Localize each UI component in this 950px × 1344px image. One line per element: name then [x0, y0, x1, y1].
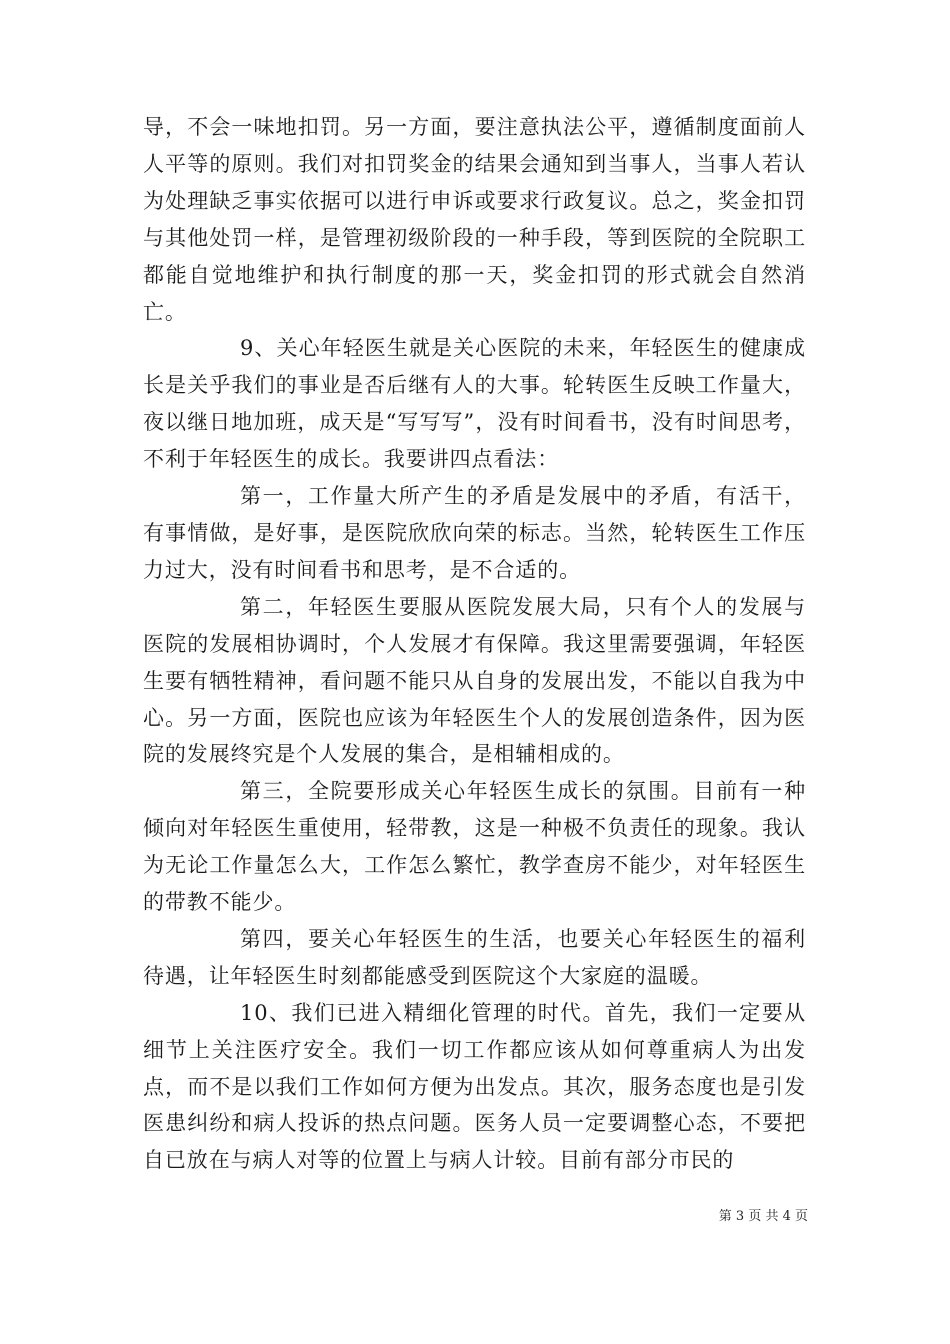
paragraph-item-10: 10、我们已进入精细化管理的时代。首先，我们一定要从细节上关注医疗安全。我们一切工作都应该从如何尊重病人为出发点，而不是以我们工作如何方便为出发点。其次，服务态度也是引发医患纠纷和病人投诉的热点问题。医务人员一定要调整心态，不要把自已放在与病人对等的位置上与病人计较。目前有部分市民的: [143, 1000, 806, 1173]
body-text: [143, 109, 806, 1179]
paragraph-point-3: 第三，全院要形成关心年轻医生成长的氛围。目前有一种倾向对年轻医生重使用，轻带教，这是一种极不负责任的现象。我认为无论工作量怎么大，工作怎么繁忙，教学查房不能少，对年轻医生的带教不能少。: [143, 779, 806, 915]
paragraph-item-9: 9、关心年轻医生就是关心医院的未来，年轻医生的健康成长是关乎我们的事业是否后继有人的大事。轮转医生反映工作量大，夜以继日地加班，成天是“写写写”，没有时间看书，没有时间思考，不利于年轻医生的成长。我要讲四点看法：: [143, 336, 806, 472]
paragraph-point-2: 第二，年轻医生要服从医院发展大局，只有个人的发展与医院的发展相协调时，个人发展才有保障。我这里需要强调，年轻医生要有牺牲精神，看问题不能只从自身的发展出发，不能以自我为中心。另一方面，医院也应该为年轻医生个人的发展创造条件，因为医院的发展终究是个人发展的集合，是相辅相成的。: [143, 594, 806, 767]
paragraph-continuation: 导，不会一味地扣罚。另一方面，要注意执法公平，遵循制度面前人人平等的原则。我们对扣罚奖金的结果会通知到当事人，当事人若认为处理缺乏事实依据可以进行申诉或要求行政复议。总之，奖金扣罚与其他处罚一样，是管理初级阶段的一种手段，等到医院的全院职工都能自觉地维护和执行制度的那一天，奖金扣罚的形式就会自然消亡。: [143, 115, 806, 324]
page-number-footer: 第 3 页 共 4 页: [718, 1209, 808, 1224]
paragraph-point-4: 第四，要关心年轻医生的生活，也要关心年轻医生的福利待遇，让年轻医生时刻都能感受到医院这个大家庭的温暖。: [143, 926, 806, 988]
paragraph-point-1: 第一，工作量大所产生的矛盾是发展中的矛盾，有活干，有事情做，是好事，是医院欣欣向荣的标志。当然，轮转医生工作压力过大，没有时间看书和思考，是不合适的。: [143, 484, 806, 582]
